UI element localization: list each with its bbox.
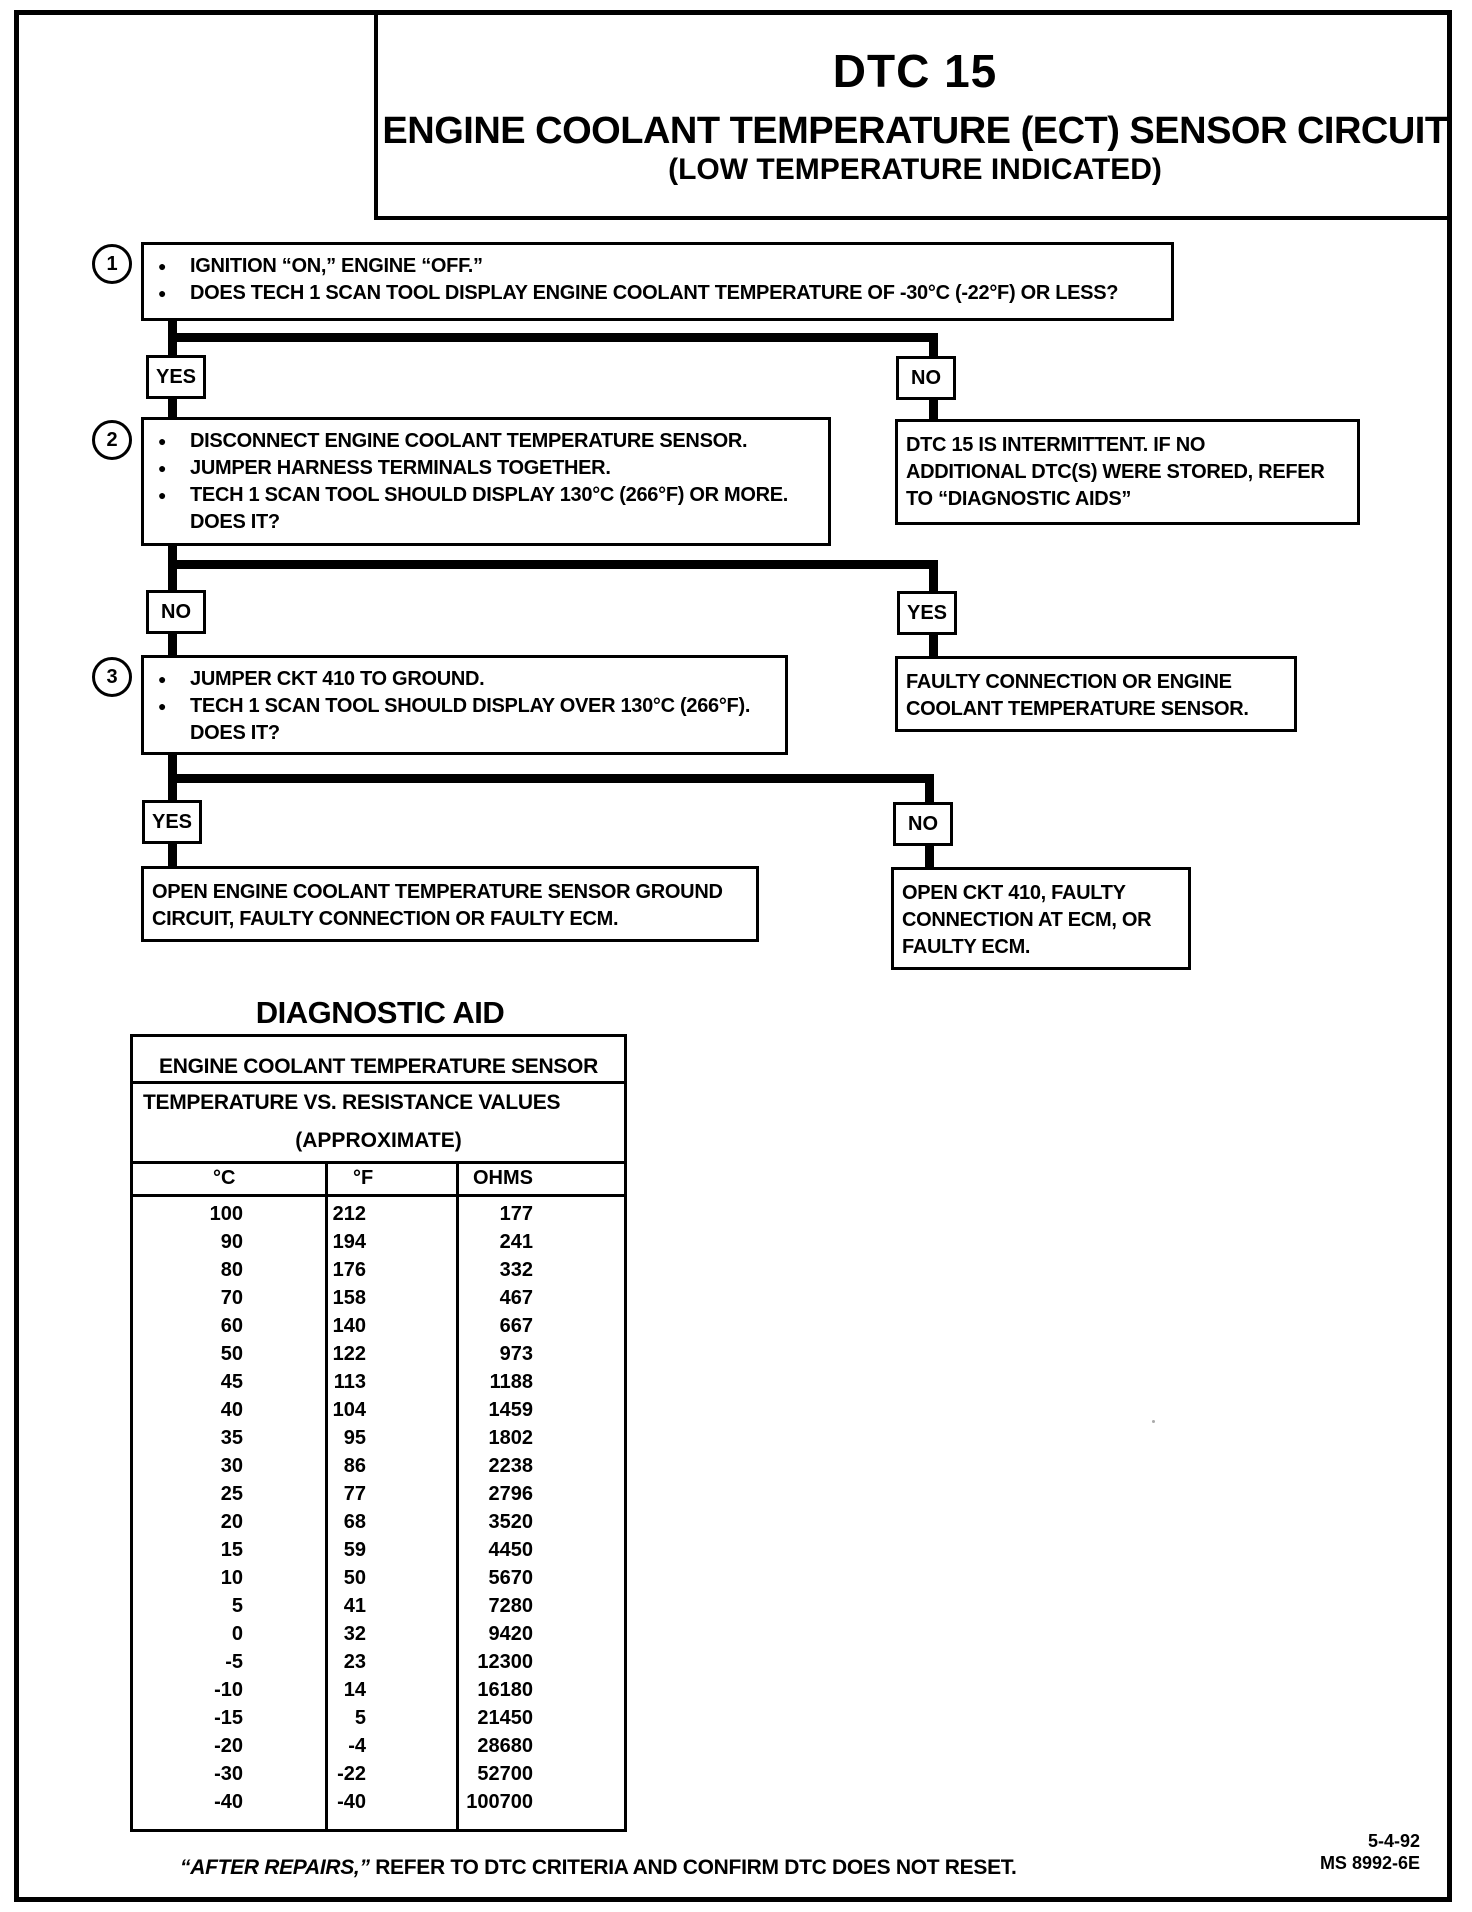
table-cell-ohms: 21450 [477, 1707, 533, 1729]
connector-step2-yes-drop [929, 560, 938, 593]
outcome-step3-yes-line-2: CIRCUIT, FAULTY CONNECTION OR FAULTY ECM. [152, 908, 619, 930]
table-cell-celsius: 60 [220, 1315, 243, 1337]
step-2-box [141, 417, 831, 546]
step-3-box [141, 655, 788, 755]
outcome-step2-yes-line-2: COOLANT TEMPERATURE SENSOR. [906, 698, 1249, 720]
table-cell-ohms: 667 [499, 1315, 533, 1337]
table-cell-celsius: 5 [231, 1595, 243, 1617]
table-cell-celsius: -20 [214, 1735, 243, 1757]
table-cell-ohms: 1188 [489, 1371, 533, 1393]
table-cell-fahrenheit: 41 [343, 1595, 366, 1617]
table-cell-fahrenheit: 14 [343, 1679, 366, 1701]
outcome-step3-no-line-2: CONNECTION AT ECM, OR [902, 909, 1152, 931]
step-1-line-2: ● DOES TECH 1 SCAN TOOL DISPLAY ENGINE COOLANT TEMPERATURE OF -30°C (-22°F) OR LESS? [158, 280, 1167, 307]
table-cell-celsius: -15 [214, 1707, 243, 1729]
table-cell-fahrenheit: 68 [343, 1511, 366, 1533]
branch-step3-no: NO [893, 802, 953, 846]
table-cell-fahrenheit: 50 [343, 1567, 366, 1589]
table-cell-celsius: -5 [225, 1651, 243, 1673]
table-cell-celsius: -40 [214, 1791, 243, 1813]
step-2-question: DOES IT? [190, 511, 280, 533]
page-condition: (LOW TEMPERATURE INDICATED) [668, 153, 1162, 186]
table-title: ENGINE COOLANT TEMPERATURE SENSOR [159, 1055, 598, 1078]
page-subtitle: ENGINE COOLANT TEMPERATURE (ECT) SENSOR CIRCUIT [382, 110, 1448, 152]
table-cell-fahrenheit: 176 [332, 1259, 366, 1281]
branch-step2-yes: YES [897, 591, 957, 635]
table-cell-celsius: 90 [220, 1231, 243, 1253]
table-cell-fahrenheit: 32 [343, 1623, 366, 1645]
step-1-box [141, 242, 1174, 321]
table-cell-celsius: 30 [220, 1455, 243, 1477]
step-2-line-3: ● TECH 1 SCAN TOOL SHOULD DISPLAY 130°C (266°F) OR MORE. [158, 482, 824, 509]
table-cell-ohms: 1459 [488, 1399, 533, 1421]
footer-date: 5-4-92 [1367, 1831, 1420, 1851]
table-cell-celsius: 45 [220, 1371, 243, 1393]
step-3-line-2: ● TECH 1 SCAN TOOL SHOULD DISPLAY OVER 130°C (266°F). [158, 693, 781, 720]
table-cell-celsius: 10 [220, 1567, 243, 1589]
table-cell-celsius: 0 [231, 1623, 243, 1645]
step-2-number: 2 [92, 420, 132, 460]
table-cell-ohms: 241 [499, 1231, 533, 1253]
branch-step1-yes: YES [146, 355, 206, 399]
outcome-step3-yes-line-1: OPEN ENGINE COOLANT TEMPERATURE SENSOR GROUND [152, 881, 723, 903]
table-cell-ohms: 5670 [488, 1567, 533, 1589]
table-cell-fahrenheit: 194 [332, 1231, 366, 1253]
table-cell-celsius: 50 [220, 1343, 243, 1365]
branch-step1-no: NO [896, 356, 956, 400]
footer-note [180, 1856, 1017, 1880]
table-divider-2 [133, 1161, 624, 1164]
outcome-step1-no-line-1: DTC 15 IS INTERMITTENT. IF NO [906, 434, 1206, 456]
table-cell-celsius: 35 [220, 1427, 243, 1449]
branch-step2-no: NO [146, 590, 206, 634]
table-cell-celsius: -30 [214, 1763, 243, 1785]
table-subtitle: TEMPERATURE VS. RESISTANCE VALUES [143, 1091, 561, 1114]
outcome-step2-yes [895, 656, 1297, 732]
table-cell-celsius: 70 [220, 1287, 243, 1309]
table-cell-ohms: 177 [499, 1203, 533, 1225]
table-cell-ohms: 9420 [488, 1623, 533, 1645]
table-cell-fahrenheit: 140 [332, 1315, 366, 1337]
outcome-step1-no-line-3: TO “DIAGNOSTIC AIDS” [906, 488, 1132, 510]
outcome-step2-yes-line-1: FAULTY CONNECTION OR ENGINE [906, 671, 1232, 693]
table-cell-celsius: 100 [209, 1203, 243, 1225]
footer-id [1300, 1830, 1420, 1874]
table-cell-fahrenheit: 212 [332, 1203, 366, 1225]
connector-step1-yes-drop [168, 397, 177, 419]
table-cell-fahrenheit: 23 [343, 1651, 366, 1673]
connector-step1-horizontal [168, 333, 938, 342]
table-cell-ohms: 16180 [477, 1679, 533, 1701]
step-1-line-1: ● IGNITION “ON,” ENGINE “OFF.” [158, 253, 1167, 280]
title-block [374, 10, 1452, 220]
footer-doc-id: MS 8992-6E [1319, 1853, 1420, 1873]
table-cell-ohms: 12300 [477, 1651, 533, 1673]
table-cell-fahrenheit: -40 [337, 1791, 366, 1813]
table-cell-ohms: 2796 [488, 1483, 533, 1505]
table-cell-fahrenheit: 77 [343, 1483, 366, 1505]
table-cell-ohms: 28680 [477, 1735, 533, 1757]
connector-step3-no-drop [925, 774, 934, 804]
table-cell-ohms: 3520 [488, 1511, 533, 1533]
footer-note-text: REFER TO DTC CRITERIA AND CONFIRM DTC DOES NOT RESET. [369, 1856, 1017, 1879]
table-cell-ohms: 1802 [488, 1427, 533, 1449]
outcome-step3-no-line-3: FAULTY ECM. [902, 936, 1031, 958]
diagnostic-aid-title: DIAGNOSTIC AID [255, 995, 505, 1030]
outcome-step3-no-line-1: OPEN CKT 410, FAULTY [902, 882, 1126, 904]
table-cell-celsius: 40 [220, 1399, 243, 1421]
table-cell-fahrenheit: 86 [343, 1455, 366, 1477]
connector-step3-yes-drop [168, 843, 177, 867]
table-divider-3 [133, 1194, 624, 1197]
resistance-table [130, 1034, 627, 1832]
table-cell-fahrenheit: 59 [343, 1539, 366, 1561]
column-header-ohms: OHMS [473, 1167, 533, 1189]
table-cell-celsius: 20 [220, 1511, 243, 1533]
step-3-number: 3 [92, 657, 132, 697]
connector-no3-drop [925, 844, 934, 869]
table-cell-fahrenheit: 158 [332, 1287, 366, 1309]
table-cell-celsius: 80 [220, 1259, 243, 1281]
table-cell-fahrenheit: 95 [343, 1427, 366, 1449]
table-divider-1 [133, 1081, 624, 1084]
outcome-step3-no [891, 867, 1191, 970]
table-cell-celsius: -10 [214, 1679, 243, 1701]
outcome-step3-yes [141, 866, 759, 942]
table-cell-fahrenheit: 104 [332, 1399, 366, 1421]
table-cell-ohms: 973 [499, 1343, 533, 1365]
footer-note-emphasis: “AFTER REPAIRS,” [180, 1856, 370, 1879]
scan-speck [1152, 1420, 1155, 1423]
table-note: (APPROXIMATE) [295, 1129, 462, 1152]
table-cell-ohms: 52700 [477, 1763, 533, 1785]
table-cell-fahrenheit: 5 [354, 1707, 366, 1729]
table-cell-fahrenheit: 113 [333, 1371, 366, 1393]
table-cell-ohms: 4450 [488, 1539, 533, 1561]
step-1-number: 1 [92, 244, 132, 284]
column-header-fahrenheit: °F [353, 1167, 374, 1189]
connector-step3-horizontal [168, 774, 934, 783]
table-cell-celsius: 25 [220, 1483, 243, 1505]
table-cell-fahrenheit: -4 [348, 1735, 366, 1757]
page-title: DTC 15 [832, 45, 998, 97]
table-cell-ohms: 467 [499, 1287, 533, 1309]
step-3-line-1: ● JUMPER CKT 410 TO GROUND. [158, 666, 781, 693]
table-cell-ohms: 100700 [466, 1791, 533, 1813]
step-2-line-1: ● DISCONNECT ENGINE COOLANT TEMPERATURE SENSOR. [158, 428, 824, 455]
table-cell-fahrenheit: -22 [337, 1763, 366, 1785]
table-cell-ohms: 332 [499, 1259, 533, 1281]
branch-step3-yes: YES [142, 800, 202, 844]
step-2-line-2: ● JUMPER HARNESS TERMINALS TOGETHER. [158, 455, 824, 482]
table-cell-ohms: 7280 [488, 1595, 533, 1617]
outcome-step1-no-line-2: ADDITIONAL DTC(S) WERE STORED, REFER [906, 461, 1325, 483]
table-cell-fahrenheit: 122 [332, 1343, 366, 1365]
table-cell-ohms: 2238 [488, 1455, 533, 1477]
connector-step2-horizontal [168, 560, 938, 569]
table-cell-celsius: 15 [220, 1539, 243, 1561]
outcome-step1-no [895, 419, 1360, 525]
connector-step2-no-drop [168, 633, 177, 657]
step-3-question: DOES IT? [190, 722, 280, 744]
column-header-celsius: °C [213, 1167, 236, 1189]
